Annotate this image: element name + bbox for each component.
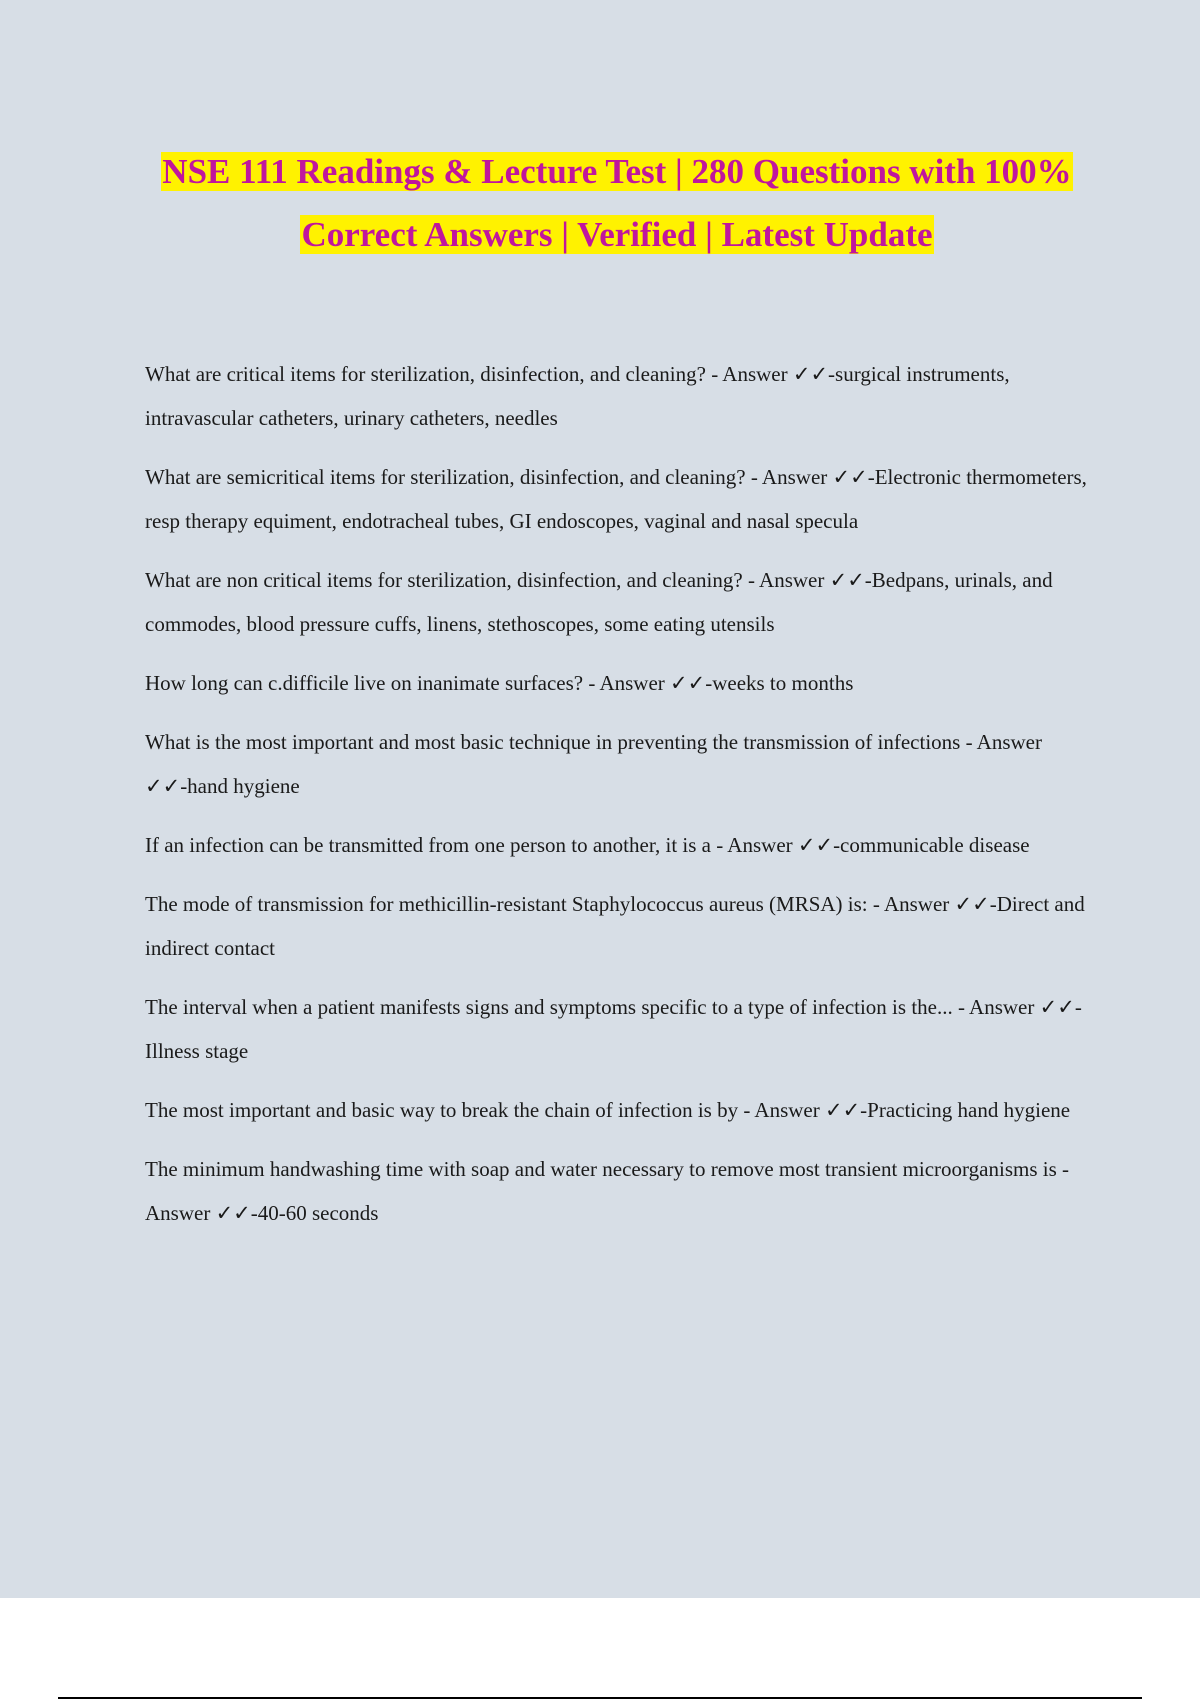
footer-divider xyxy=(58,1697,1142,1699)
qa-item: The minimum handwashing time with soap and water necessary to remove most transient microorganisms is - Answer ✓✓-40-60 seconds xyxy=(145,1157,1069,1225)
qa-item: The interval when a patient manifests signs and symptoms specific to a type of infection is the... - Answer ✓✓-Illness stage xyxy=(145,995,1082,1063)
qa-item: What are non critical items for sterilization, disinfection, and cleaning? - Answer ✓✓-Bedpans, urinals, and commodes, blood pressure cuffs, linens, stethoscopes, some eating utensils xyxy=(145,568,1053,636)
title-line-2: Correct Answers | Verified | Latest Update xyxy=(301,215,933,254)
qa-item: What is the most important and most basic technique in preventing the transmission of infections - Answer ✓✓-hand hygiene xyxy=(145,730,1042,798)
document-title xyxy=(145,140,1089,266)
qa-item: The most important and basic way to break the chain of infection is by - Answer ✓✓-Practicing hand hygiene xyxy=(145,1098,1071,1122)
qa-item: The mode of transmission for methicillin-resistant Staphylococcus aureus (MRSA) is: - Answer ✓✓-Direct and indirect contact xyxy=(145,892,1085,960)
qa-list xyxy=(145,352,1089,1250)
qa-item: What are semicritical items for sterilization, disinfection, and cleaning? - Answer ✓✓-Electronic thermometers, resp therapy equiment, endotracheal tubes, GI endoscopes, vaginal and nasal specula xyxy=(145,465,1087,533)
qa-item: What are critical items for sterilization, disinfection, and cleaning? - Answer ✓✓-surgical instruments, intravascular catheters, urinary catheters, needles xyxy=(145,362,1010,430)
title-line-1: NSE 111 Readings & Lecture Test | 280 Questions with 100% xyxy=(162,152,1072,191)
qa-item: If an infection can be transmitted from one person to another, it is a - Answer ✓✓-communicable disease xyxy=(145,833,1030,857)
qa-item: How long can c.difficile live on inanimate surfaces? - Answer ✓✓-weeks to months xyxy=(145,671,854,695)
